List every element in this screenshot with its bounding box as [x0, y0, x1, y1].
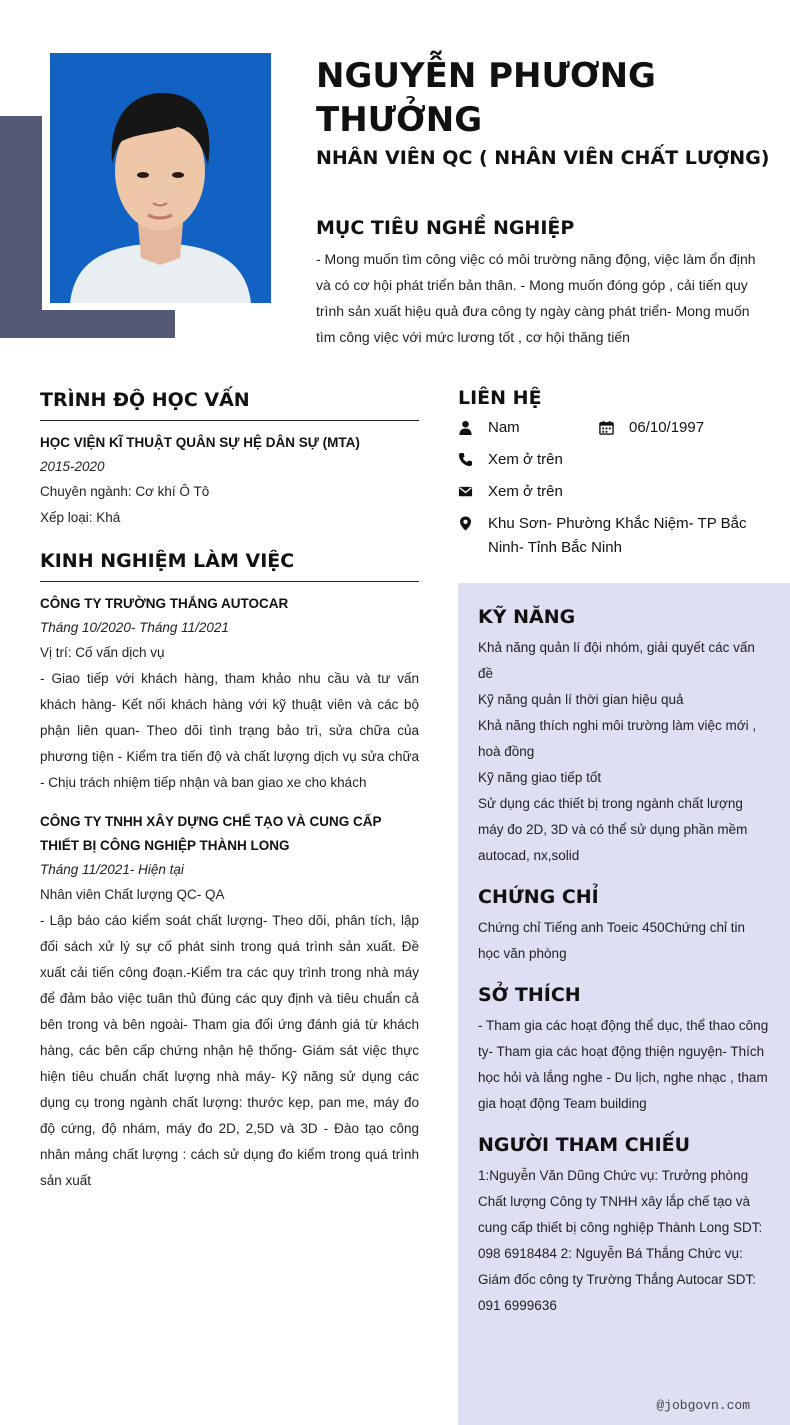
job-period: Tháng 10/2020- Tháng 11/2021 — [40, 620, 229, 635]
contact-section — [458, 384, 758, 568]
skills-section — [478, 603, 770, 869]
skill-item: Khả năng quản lí đội nhóm, giải quyết các vấn đề — [478, 640, 755, 681]
job-position: Nhân viên Chất lượng QC- QA — [40, 887, 225, 902]
contact-phone-row — [458, 448, 758, 472]
profile-photo — [50, 53, 271, 303]
references-section — [478, 1131, 770, 1319]
job-position: Vị trí: Cố vấn dịch vụ — [40, 645, 165, 660]
objective-text: - Mong muốn tìm công việc có môi trường năng động, việc làm ổn định và có cơ hội phát triển bản thân. - Mong muốn đóng góp , cải tiến quy trình sản xuất hiệu quả đưa công ty ngày càng phát triển- Mong muốn tìm công việc với mức lương tốt , cơ hội thăng tiến — [316, 251, 756, 345]
school-name: HỌC VIỆN KĨ THUẬT QUÂN SỰ HỆ DÂN SỰ (MTA) — [40, 435, 360, 450]
contact-heading: LIÊN HỆ — [458, 387, 542, 409]
hobbies-heading: SỞ THÍCH — [478, 984, 581, 1006]
left-column — [40, 386, 419, 1208]
phone-icon — [458, 452, 473, 467]
certificates-heading: CHỨNG CHỈ — [478, 886, 599, 908]
certificates-text: Chứng chỉ Tiếng anh Toeic 450Chứng chỉ tin học văn phòng — [478, 920, 745, 961]
contact-gender: Nam — [488, 419, 520, 436]
contact-dob: 06/10/1997 — [629, 419, 705, 436]
contact-email[interactable]: Xem ở trên — [488, 483, 563, 500]
right-panel — [458, 583, 790, 1425]
contact-phone[interactable]: Xem ở trên — [488, 451, 563, 468]
job-title: NHÂN VIÊN QC ( NHÂN VIÊN CHẤT LƯỢNG) — [316, 147, 770, 169]
envelope-icon — [458, 484, 473, 499]
experience-heading: KINH NGHIỆM LÀM VIỆC — [40, 547, 419, 582]
decorative-bar-vertical — [0, 116, 42, 338]
contact-email-row — [458, 480, 758, 504]
hobbies-text: - Tham gia các hoạt động thể dục, thể thao công ty- Tham gia các hoạt động thiện nguyện- Thích học hỏi và lắng nghe - Du lịch, nghe nhạc , tham gia hoạt động Team building — [478, 1018, 769, 1111]
company-name: CÔNG TY TRƯỜNG THẮNG AUTOCAR — [40, 596, 289, 611]
hobbies-section — [478, 981, 770, 1117]
skills-heading: KỸ NĂNG — [478, 606, 576, 628]
skill-item: Kỹ năng quản lí thời gian hiệu quả — [478, 692, 684, 707]
education-grade: Xếp loại: Khá — [40, 510, 121, 525]
education-period: 2015-2020 — [40, 459, 105, 474]
experience-item — [40, 592, 419, 796]
contact-gender-row — [458, 416, 758, 440]
company-name: CÔNG TY TNHH XÂY DỰNG CHẾ TẠO VÀ CUNG CẤP THIẾT BỊ CÔNG NGHIỆP THÀNH LONG — [40, 814, 382, 853]
education-major: Chuyên ngành: Cơ khí Ô Tô — [40, 484, 210, 499]
skill-item: Khả năng thích nghi môi trường làm việc mới , hoà đồng — [478, 718, 757, 759]
job-description: - Lập báo cáo kiểm soát chất lượng- Theo dõi, phân tích, lập đối sách xử lý sự cố phát sinh trong quá trình sản xuất. Đề xuất cải tiến công đoạn.-Kiểm tra các quy trình trong nhà máy để đảm bảo việc tuân thủ đúng các quy định và tiêu chuẩn cả bên trong và bên ngoài- Tham gia đối ứng đánh giá từ khách hàng, các bên cấp chứng nhận hệ thống- Giám sát việc thực hiện tiêu chuẩn chất lượng nhà máy- Kỹ năng sử dụng các dụng cụ trong ngành chất lượng: thước kẹp, pan me, máy đo độ cứng, độ nhám, máy đo 2D, 2,5D và 3D - Đào tạo công nhân mảng chất lượng : cách sử dụng đo kiểm trong quá trình sản xuất — [40, 913, 419, 1188]
watermark: @jobgovn.com — [656, 1398, 750, 1413]
experience-item — [40, 810, 419, 1194]
objective-heading: MỤC TIÊU NGHỀ NGHIỆP — [316, 217, 575, 239]
candidate-name: NGUYỄN PHƯƠNG THƯỞNG — [316, 56, 656, 140]
contact-address-row — [458, 512, 758, 560]
location-pin-icon — [458, 516, 473, 531]
decorative-bar-horizontal — [0, 310, 175, 338]
certificates-section — [478, 883, 770, 967]
contact-dob-row — [599, 416, 704, 440]
education-heading: TRÌNH ĐỘ HỌC VẤN — [40, 386, 419, 421]
references-heading: NGƯỜI THAM CHIẾU — [478, 1134, 691, 1156]
job-period: Tháng 11/2021- Hiện tại — [40, 862, 184, 877]
person-icon — [458, 420, 473, 435]
skill-item: Sử dụng các thiết bị trong ngành chất lượng máy đo 2D, 3D và có thể sử dụng phần mềm autocad, nx,solid — [478, 796, 748, 863]
skill-item: Kỹ năng giao tiếp tốt — [478, 770, 602, 785]
education-item — [40, 431, 419, 531]
contact-address: Khu Sơn- Phường Khắc Niệm- TP Bắc Ninh- Tỉnh Bắc Ninh — [488, 515, 747, 556]
job-description: - Giao tiếp với khách hàng, tham khảo nhu cầu và tư vấn khách hàng- Kết nối khách hàng với kỹ thuật viên và các bộ phận liên quan- Theo dõi tình trạng bảo trì, sửa chữa của phương tiện - Kiểm tra tiến độ và chất lượng dịch vụ sửa chữa - Chịu trách nhiệm tiếp nhận và ban giao xe cho khách — [40, 671, 419, 790]
calendar-icon — [599, 420, 614, 435]
references-text: 1:Nguyễn Văn Dũng Chức vụ: Trưởng phòng Chất lượng Công ty TNHH xây lắp chế tạo và cung cấp thiết bị công nghiệp Thành Long SDT: 098 6918484 2: Nguyễn Bá Thắng Chức vụ: Giám đốc công ty Trường Thắng Autocar SDT: 091 6999636 — [478, 1168, 763, 1313]
